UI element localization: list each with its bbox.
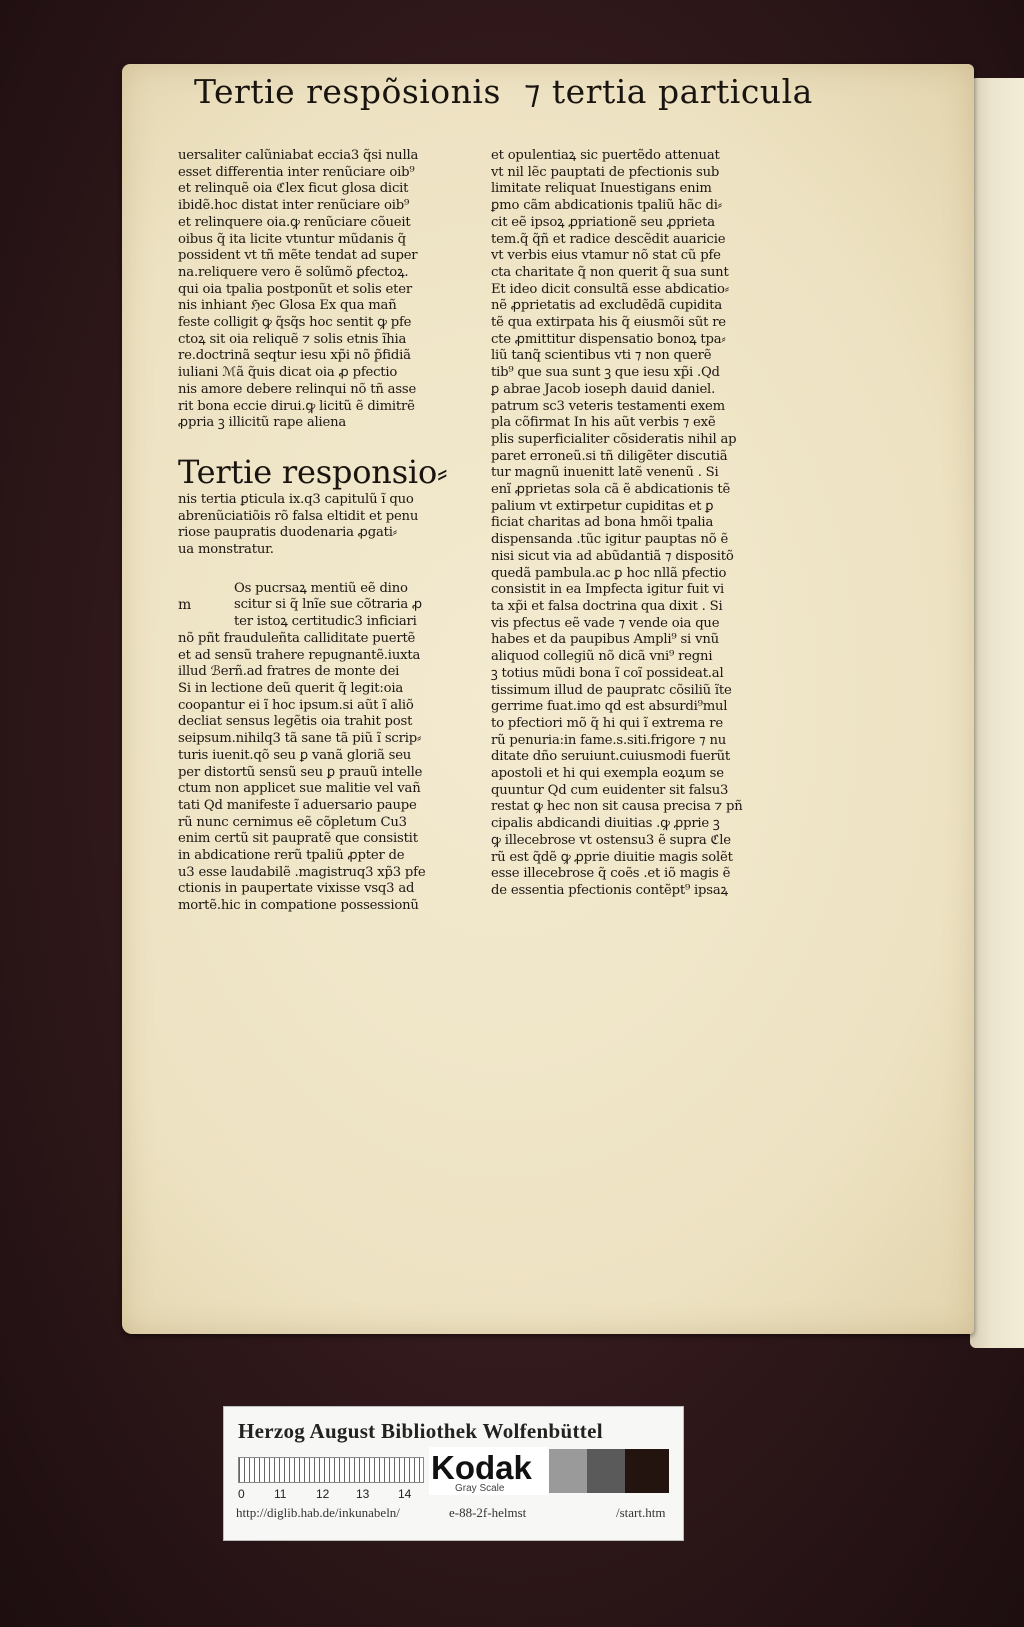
text-line: seipsum.nihilq3 tã sane tã piũ ĩ scrip⸗ <box>178 731 422 747</box>
initial-letter: m <box>178 597 192 614</box>
text-line: mortẽ.hic in compatione possessionũ <box>178 898 419 914</box>
ruler-number: 14 <box>398 1487 412 1501</box>
text-line: rũ penuria:in fame.s.siti.frigore ⁊ nu <box>491 732 727 748</box>
text-line: quedã pambula.ac ꝑ hoc nllã pfectio <box>491 565 727 581</box>
section-intro <box>178 492 453 559</box>
gray-scale-label: Gray Scale <box>455 1483 505 1494</box>
text-line-content: scitur si q̃ lnĩe sue cõtraria ꝓ <box>234 597 423 613</box>
right-text-column <box>491 148 759 900</box>
text-line <box>178 614 453 631</box>
text-line: patrum sc3 veteris testamenti exem <box>491 398 725 414</box>
text-line: limitate reliquat Inuestigans enim <box>491 181 712 197</box>
color-target-card <box>223 1406 684 1541</box>
text-line: abrenũciatiõis rõ falsa eltidiṫ et penu <box>178 508 419 524</box>
text-line: enim certũ sit paupratẽ que consistit <box>178 831 418 847</box>
text-line: tur magnũ inuenitṫ latẽ venenũ . Si <box>491 465 719 481</box>
text-line: vt verbis eius vtamur nõ stat cũ pfe <box>491 248 721 264</box>
gray-swatch-dark <box>625 1449 669 1493</box>
text-line: nõ pñt frauduleñta calliditate puertẽ <box>178 630 416 646</box>
text-line: cte ꝓmittitur dispensatio bonoꝝ tpa⸗ <box>491 331 726 347</box>
scale-ruler <box>238 1457 424 1483</box>
text-line: tissimum illud de paupratc cõsiliũ ĩte <box>491 682 732 698</box>
text-line: et ad sensũ trahere repugnantẽ.iuxta <box>178 647 421 663</box>
text-line: possident vt tñ mẽte tendat ad super <box>178 248 418 264</box>
text-line: nis tertia ꝑticula ix.q3 capitulũ ĩ quo <box>178 491 414 507</box>
text-line: Et ideo dicit consultã esse abdicatio⸗ <box>491 281 729 297</box>
text-line: qui oia tpalia postponũt et solis eter <box>178 281 412 297</box>
ruler-number: 11 <box>274 1487 287 1501</box>
text-line: plis superficialiter cõsideratis nihil ap <box>491 431 737 447</box>
text-line: palium vt extirpetur cupiditas et ꝑ <box>491 498 714 514</box>
ruler-number: 0 <box>238 1487 245 1501</box>
text-line: consistit in ea Impfecta igitur fuit vi <box>491 582 725 598</box>
text-line: tib⁹ que sua sunt ꝫ que iesu xp̃i .Qd <box>491 365 720 381</box>
library-name: Herzog August Bibliothek Wolfenbüttel <box>238 1419 603 1443</box>
kodak-wordmark: Kodak <box>431 1449 532 1486</box>
left-text-column <box>178 148 453 915</box>
text-line: feste colligiṫ ꝙ q̃sq̃s hoc sentit ꝙ pfe <box>178 315 412 331</box>
text-line: ꝙ illecebrose vt ostensu3 ẽ supra ℭle <box>491 832 731 848</box>
text-line-content: ter istoꝝ certitudic3 inficiari <box>234 614 417 630</box>
gray-swatch-medium <box>587 1449 625 1493</box>
adjacent-page-edge <box>970 78 1024 1348</box>
text-line: restat ꝙ hec non sit causa precisa ⁊ pñ <box>491 799 743 815</box>
text-line: tati Qd manifeste ĩ aduersario paupe <box>178 797 417 813</box>
text-line: ua monstratur. <box>178 542 274 558</box>
initial-paragraph <box>178 581 453 631</box>
text-line: nis inhiant ℌec Glosa Ex qua mañ <box>178 298 397 314</box>
section-heading: Tertie responsio⸗ <box>178 452 448 491</box>
text-line: coopantur ei ĩ hoc ipsum.si aũt ĩ aliõ <box>178 697 414 713</box>
text-line: aliquod collegiũ nõ dicã vni⁹ regni <box>491 649 713 665</box>
left-column-top-paragraph <box>178 148 453 432</box>
running-head-left: Tertie respõsionis <box>194 72 501 111</box>
ruler-number: 12 <box>316 1487 330 1501</box>
shelfmark: e-88-2f-helmst <box>449 1505 527 1520</box>
source-url: http://diglib.hab.de/inkunabeln/ <box>236 1505 400 1520</box>
text-line: de essentia pfectionis contẽpt⁹ ipsaꝝ <box>491 882 728 898</box>
text-line: tẽ qua extirpata his q̃ eiusmõi sũt re <box>491 315 726 331</box>
text-line: et opulentiaꝝ sic puertẽdo attenuat <box>491 148 720 163</box>
text-line: tem.q̃ q̃ñ et radice descẽdit auaricie <box>491 231 726 247</box>
text-line: oibus q̃ ita licite vtuntur mũdanis q̃ <box>178 231 406 247</box>
text-line <box>178 597 453 614</box>
text-line: ctoꝝ sit oia reliquẽ ⁊ solis etnis ĩhia <box>178 331 407 347</box>
gray-swatch-light <box>549 1449 587 1493</box>
text-line: ficiaṫ charitas ad bona hmõi tpalia <box>491 515 714 531</box>
text-line: ꝓpria ꝫ illicitũ rape aliena <box>178 415 347 431</box>
text-line: nisi sicut via ad abũdantiã ⁊ dispositõ <box>491 548 734 564</box>
text-line: to pfectiori mõ q̃ hi qui ĩ extrema re <box>491 715 723 731</box>
text-line: cta charitate q̃ non querit q̃ sua sunt <box>491 264 729 280</box>
text-line: in abdicatione rerũ tpaliũ ꝓpter de <box>178 848 405 864</box>
text-line: apostoli et hi qui exempla eoꝝum se <box>491 766 724 782</box>
text-line: u3 esse laudabilẽ .magistruq3 xp̃3 pfe <box>178 864 426 880</box>
text-line: ibidẽ.hoc distat inter renũciare oib⁹ <box>178 198 410 214</box>
text-line: vis pfectus eẽ vade ⁊ vende oia que <box>491 615 720 631</box>
text-line: decliat sensus legẽtis oia trahit post <box>178 714 413 730</box>
text-line: cipalis abdicandi diuitias .ꝙ ꝓprie ꝫ <box>491 816 720 832</box>
text-line: liũ tanq̃ scientibus vti ⁊ non querẽ <box>491 348 712 364</box>
text-line: Si in lectione deũ querit q̃ legit:oia <box>178 680 404 696</box>
text-line: nis amore debere relinqui nõ tñ asse <box>178 381 417 397</box>
right-column-paragraph <box>491 148 759 900</box>
text-line: rũ nunc cernimus eẽ cõpletum Cu3 <box>178 814 407 830</box>
kodak-logo <box>429 1447 549 1495</box>
text-line: habes et da paupibus Ampli⁹ si vnũ <box>491 632 719 648</box>
text-line: ꝑ abrae Jacob ioseph dauid daniel. <box>491 381 716 397</box>
left-column-bottom-paragraph <box>178 631 453 915</box>
text-line: enĩ ꝓprietas sola cã ẽ abdicationis tẽ <box>491 482 731 498</box>
text-line: ta xp̃i et falsa doctrina qua dixit . Si <box>491 598 723 614</box>
text-line: per distortũ sensũ seu ꝑ prauũ intelle <box>178 764 423 780</box>
text-line: ditate dño seruiunt.cuiusmodi fuerũt <box>491 749 730 765</box>
text-line: re.doctrinã seqtur iesu xp̃i nõ p̃fidiã <box>178 348 411 364</box>
text-line: ꝫ totius mũdi bona ĩ coĩ possideat.al <box>491 665 724 681</box>
text-line: na.reliquere vero ẽ solũmõ ꝑfectoꝝ. <box>178 264 409 280</box>
text-line-content: Os pucrsaꝝ mentiũ eẽ dino <box>234 580 408 596</box>
text-line: gerrime fuat.imo qd est absurdi⁹mul <box>491 699 728 715</box>
text-line <box>178 581 453 598</box>
text-line: ctionis in paupertate vixisse vsq3 ad <box>178 881 415 897</box>
text-line: iuliani ℳã q̃uis dicat oia ꝓ pfectio <box>178 365 398 381</box>
text-line: et relinquere oia.ꝙ renũciare cõueit <box>178 214 411 230</box>
text-line: esse illecebrose q̃ coẽs .et iõ magis ẽ <box>491 866 731 882</box>
text-line: paret erroneũ.si tñ diligẽter discutiã <box>491 448 728 464</box>
text-line: rit bona eccie dirui.ꝙ licitũ ẽ dimitrẽ <box>178 398 415 414</box>
text-line: illud ℬerñ.ad fratres de monte dei <box>178 664 400 680</box>
text-line: riose paupratis duodenaria ꝓgati⸗ <box>178 525 397 541</box>
text-line: pla cõfirmat In his aũt verbis ⁊ exẽ <box>491 415 716 431</box>
text-line: nẽ ꝓprietatis ad excludẽdã cupidita <box>491 298 723 314</box>
text-line: vt nil lẽc pauptati de pfectionis sub <box>491 164 720 180</box>
text-line: ctum non applicet sue malitie vel vañ <box>178 781 421 797</box>
running-head-right: ⁊ tertia particula <box>524 72 813 111</box>
text-line: cit eẽ ipsoꝝ ꝓpriationẽ seu ꝓprieta <box>491 214 715 230</box>
text-line: turis iuenit.qõ seu ꝑ vanã gloriã seu <box>178 747 412 763</box>
text-line: ꝑmo cãm abdicationis tpaliũ hãc di⸗ <box>491 198 722 214</box>
text-line: uersaliter calũniabaṫ eccia3 q̃si nulla <box>178 148 419 163</box>
text-line: dispensanda .tũc igitur pauptas nõ ẽ <box>491 532 729 548</box>
text-line: et relinquẽ oia ℭlex ficut glosa dicit <box>178 181 409 197</box>
ruler-number: 13 <box>356 1487 370 1501</box>
text-line: esset differentia inter renũciare oib⁹ <box>178 164 415 180</box>
text-line: rũ est q̃dẽ ꝙ ꝓprie diuitie magis solẽt <box>491 849 733 865</box>
text-line: quuntur Qd cum euidenter sit falsu3 <box>491 782 729 798</box>
start-link: /start.htm <box>616 1505 666 1520</box>
